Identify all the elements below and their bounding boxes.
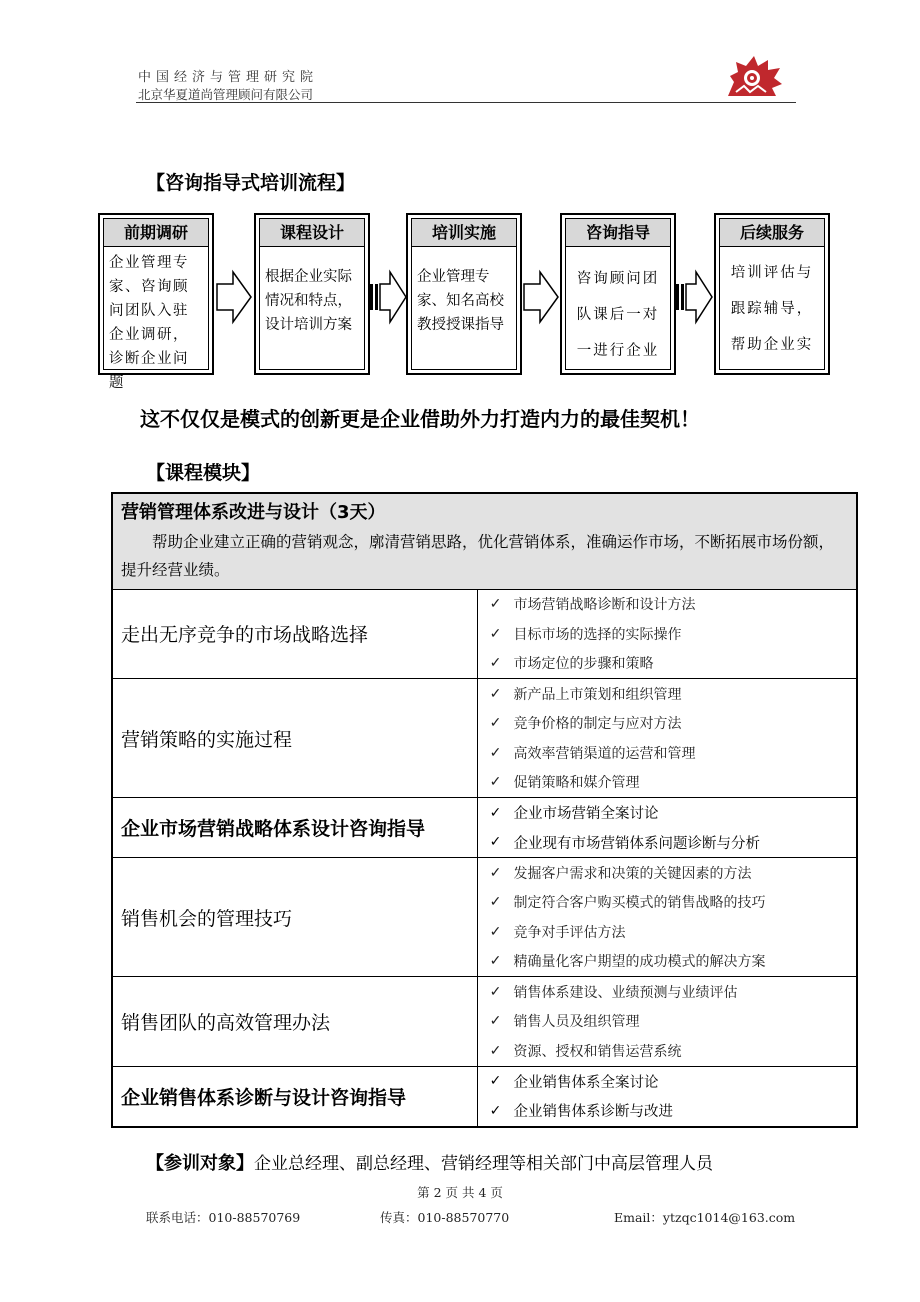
check-icon: ✓	[489, 715, 502, 732]
module-topic: 营销策略的实施过程	[112, 679, 477, 798]
flow-arrow-icon	[676, 270, 714, 324]
check-icon: ✓	[489, 596, 502, 613]
list-item: ✓ 企业销售体系全案讨论	[478, 1067, 857, 1097]
list-item: ✓ 市场营销战略诊断和设计方法	[478, 590, 857, 620]
check-icon: ✓	[489, 834, 502, 851]
footer-phone: 联系电话：010-88570769	[146, 1210, 301, 1225]
module-points	[477, 1066, 857, 1127]
table-row	[112, 1066, 857, 1127]
module-topic: 销售团队的高效管理办法	[112, 977, 477, 1067]
check-icon: ✓	[489, 804, 502, 821]
header-divider	[136, 102, 796, 103]
check-icon: ✓	[489, 1102, 502, 1119]
flow-step-body: 企业管理专家、知名高校教授授课指导	[417, 269, 504, 333]
list-item: ✓ 竞争对手评估方法	[478, 917, 857, 947]
course-intro-row	[112, 493, 857, 589]
table-row	[112, 798, 857, 858]
check-icon: ✓	[489, 953, 502, 970]
module-section-title: 【课程模块】	[146, 462, 261, 484]
flow-step-body: 根据企业实际情况和特点，设计培训方案	[265, 269, 352, 333]
list-item: ✓ 销售体系建设、业绩预测与业绩评估	[478, 977, 857, 1007]
list-item: ✓ 企业现有市场营销体系问题诊断与分析	[478, 828, 857, 858]
module-topic: 走出无序竞争的市场战略选择	[112, 589, 477, 679]
list-item: ✓ 新产品上市策划和组织管理	[478, 679, 857, 709]
list-item: ✓ 促销策略和媒介管理	[478, 768, 857, 798]
header-institute: 中国经济与管理研究院	[138, 70, 319, 85]
table-row	[112, 589, 857, 679]
flow-step-body: 咨询顾问团队课后一对一进行企业	[576, 271, 660, 359]
module-topic: 企业销售体系诊断与设计咨询指导	[112, 1066, 477, 1127]
check-icon: ✓	[489, 894, 502, 911]
flow-step-title: 后续服务	[720, 219, 824, 247]
header-company: 北京华夏道尚管理顾问有限公司	[138, 87, 314, 102]
course-module-table	[111, 492, 858, 1128]
red-seal-dragon-logo-icon	[724, 52, 786, 100]
flow-step-consulting	[560, 213, 676, 375]
list-item: ✓ 市场定位的步骤和策略	[478, 649, 857, 679]
check-icon: ✓	[489, 655, 502, 672]
check-icon: ✓	[489, 1042, 502, 1059]
check-icon: ✓	[489, 923, 502, 940]
flow-step-body: 培训评估与跟踪辅导，帮助企业实	[730, 265, 814, 353]
footer-email: Email：ytzqc1014@163.com	[614, 1210, 796, 1225]
flow-step-training	[406, 213, 522, 375]
flow-arrow-icon	[215, 270, 253, 324]
list-item: ✓ 发掘客户需求和决策的关键因素的方法	[478, 858, 857, 888]
check-icon: ✓	[489, 685, 502, 702]
footer-fax: 传真：010-88570770	[380, 1210, 510, 1225]
page-number: 第 2 页 共 4 页	[417, 1185, 503, 1200]
flow-step-body: 企业管理专家、咨询顾问团队入驻企业调研，诊断企业问题	[109, 255, 189, 391]
list-item: ✓ 目标市场的选择的实际操作	[478, 619, 857, 649]
course-intro-cell	[112, 493, 857, 589]
module-points	[477, 589, 857, 679]
table-row	[112, 679, 857, 798]
flow-step-title: 培训实施	[412, 219, 516, 247]
flow-section-title: 【咨询指导式培训流程】	[146, 172, 356, 194]
module-points	[477, 798, 857, 858]
check-icon: ✓	[489, 1073, 502, 1090]
check-icon: ✓	[489, 744, 502, 761]
module-topic: 企业市场营销战略体系设计咨询指导	[112, 798, 477, 858]
check-icon: ✓	[489, 774, 502, 791]
list-item: ✓ 高效率营销渠道的运营和管理	[478, 738, 857, 768]
check-icon: ✓	[489, 625, 502, 642]
flow-step-title: 课程设计	[260, 219, 364, 247]
flow-arrow-icon	[370, 270, 408, 324]
flow-step-title: 咨询指导	[566, 219, 670, 247]
flow-step-title: 前期调研	[104, 219, 208, 247]
list-item: ✓ 竞争价格的制定与应对方法	[478, 709, 857, 739]
table-row	[112, 858, 857, 977]
module-topic: 销售机会的管理技巧	[112, 858, 477, 977]
module-points	[477, 679, 857, 798]
module-points	[477, 858, 857, 977]
course-description: 帮助企业建立正确的营销观念，廓清营销思路，优化营销体系，准确运作市场，不断拓展市场份额，提升经营业绩。	[121, 533, 835, 579]
audience-text: 企业总经理、副总经理、营销经理等相关部门中高层管理人员	[254, 1154, 713, 1174]
check-icon: ✓	[489, 864, 502, 881]
flow-step-follow-up	[714, 213, 830, 375]
flow-arrow-icon	[522, 270, 560, 324]
table-row	[112, 977, 857, 1067]
audience-line	[146, 1149, 713, 1175]
module-points	[477, 977, 857, 1067]
course-title: 营销管理体系改进与设计（3天）	[121, 502, 386, 523]
flow-step-course-design	[254, 213, 370, 375]
slogan: 这不仅仅是模式的创新更是企业借助外力打造内力的最佳契机！	[140, 407, 700, 431]
list-item: ✓ 制定符合客户购买模式的销售战略的技巧	[478, 888, 857, 918]
check-icon: ✓	[489, 983, 502, 1000]
list-item: ✓ 企业市场营销全案讨论	[478, 798, 857, 828]
audience-label: 【参训对象】	[146, 1153, 254, 1174]
check-icon: ✓	[489, 1013, 502, 1030]
flow-step-research	[98, 213, 214, 391]
list-item: ✓ 企业销售体系诊断与改进	[478, 1096, 857, 1126]
list-item: ✓ 资源、授权和销售运营系统	[478, 1036, 857, 1066]
list-item: ✓ 销售人员及组织管理	[478, 1007, 857, 1037]
list-item: ✓ 精确量化客户期望的成功模式的解决方案	[478, 947, 857, 977]
